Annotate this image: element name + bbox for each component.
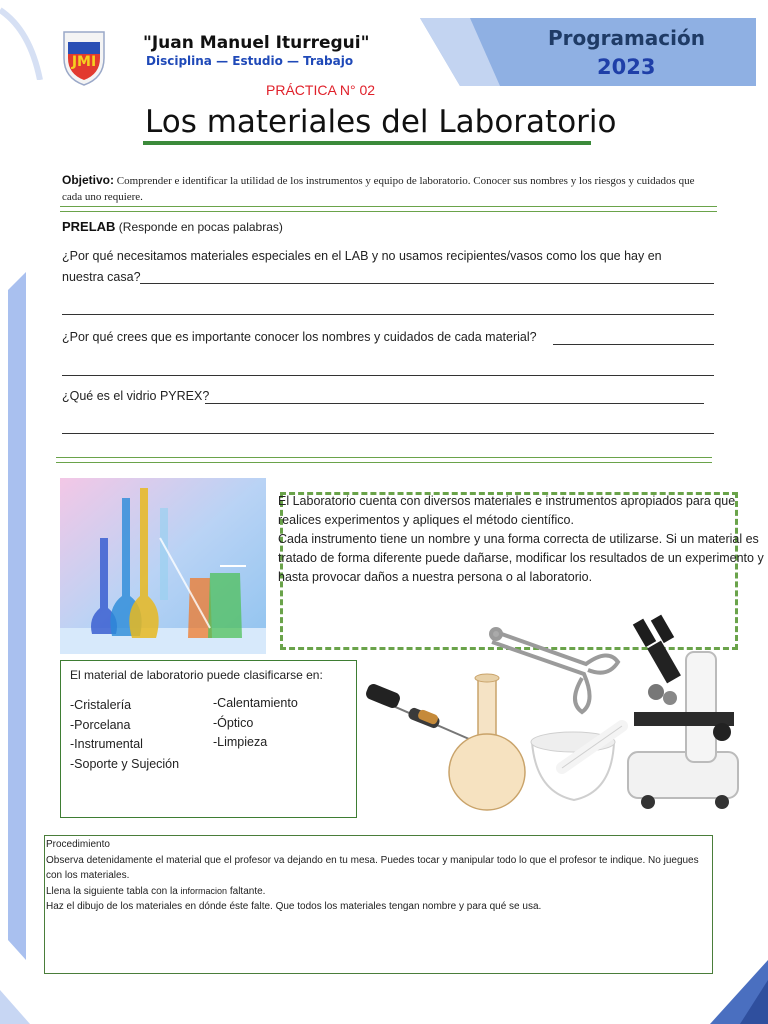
microscope-icon (628, 615, 738, 809)
mortar-icon (531, 726, 622, 800)
answer-line (553, 344, 714, 345)
list-item: -Cristalería (70, 698, 132, 712)
procedure-text (46, 837, 710, 915)
list-item: -Calentamiento (213, 696, 298, 710)
answer-line (62, 314, 714, 315)
logo-letters: JMI (71, 54, 97, 70)
question-1-line-1: ¿Por qué necesitamos materiales especiales en el LAB y no usamos recipientes/vasos como los que hay en (62, 249, 662, 263)
answer-line (62, 433, 714, 434)
answer-line (62, 375, 714, 376)
classification-list-2 (213, 694, 298, 753)
section-divider (56, 457, 712, 463)
description-paragraph-2: Cada instrumento tiene un nombre y una forma correcta de utilizarse. Si un material es tratado de forma diferente puede dañarse, modificar los resultados de un experimento y hasta provocar daños a nuestra persona o al laboratorio. (278, 532, 764, 584)
objective-text: Comprender e identificar la utilidad de los instrumentos y equipo de laboratorio. Conocer sus nombres y los riesgos y cuidados que cada uno requiere. (62, 175, 695, 203)
prelab-label: PRELAB (62, 219, 116, 234)
tongs-icon (491, 629, 618, 712)
question-2: ¿Por qué crees que es importante conocer los nombres y cuidados de cada material? (62, 330, 537, 344)
prelab-heading (62, 219, 283, 234)
school-motto: Disciplina — Estudio — Trabajo (146, 54, 354, 68)
procedure-step-3: Haz el dibujo de los materiales en dónde éste falte. Que todos los materiales tengan nombre y para qué se usa. (46, 901, 542, 912)
prelab-hint: (Responde en pocas palabras) (115, 220, 283, 234)
objective-label: Objetivo: (62, 173, 115, 187)
glassware-photo (60, 478, 266, 654)
program-title: Programación (548, 26, 705, 50)
classification-list-1 (70, 696, 179, 774)
laboratory-description (278, 492, 768, 587)
procedure-step-2-emphasis: informacion (180, 885, 228, 896)
list-item: -Instrumental (70, 737, 143, 751)
description-paragraph-1: El Laboratorio cuenta con diversos materiales e instrumentos apropiados para que realices experimentos y apliques el método científico. (278, 494, 736, 527)
answer-line (140, 283, 714, 284)
procedure-step-2-text: Llena la siguiente tabla con la (46, 885, 181, 897)
question-1-line-2: nuestra casa? (62, 270, 141, 284)
lab-equipment-illustration (356, 612, 748, 817)
top-left-decoration (0, 0, 60, 80)
flask-icon (449, 674, 525, 810)
title-underline (143, 141, 591, 145)
list-item: -Soporte y Sujeción (70, 756, 180, 771)
answer-line (205, 403, 704, 404)
list-item: -Limpieza (213, 735, 268, 749)
list-item: -Óptico (213, 715, 254, 730)
procedure-step-2-end: faltante. (227, 885, 266, 897)
left-edge-decoration (0, 0, 40, 1024)
procedure-step-1: Observa detenidamente el material que el profesor va dejando en tu mesa. Puedes tocar y manipular todo lo que el profesor te indique. No juegues con los materiales. (46, 854, 699, 881)
question-3: ¿Qué es el vidrio PYREX? (62, 389, 210, 403)
procedure-step-2 (46, 884, 710, 900)
brush-icon (364, 682, 476, 742)
practice-number: PRÁCTICA N° 02 (266, 82, 376, 98)
objective-paragraph (62, 172, 716, 205)
classification-title: El material de laboratorio puede clasificarse en: (70, 668, 323, 682)
procedure-title: Procedimiento (46, 839, 110, 850)
page-title: Los materiales del Laboratorio (145, 104, 617, 140)
program-year: 2023 (597, 55, 656, 79)
school-name: "Juan Manuel Iturregui" (143, 33, 370, 53)
list-item: -Porcelana (70, 717, 131, 732)
school-logo (60, 28, 108, 86)
section-divider (60, 206, 717, 212)
